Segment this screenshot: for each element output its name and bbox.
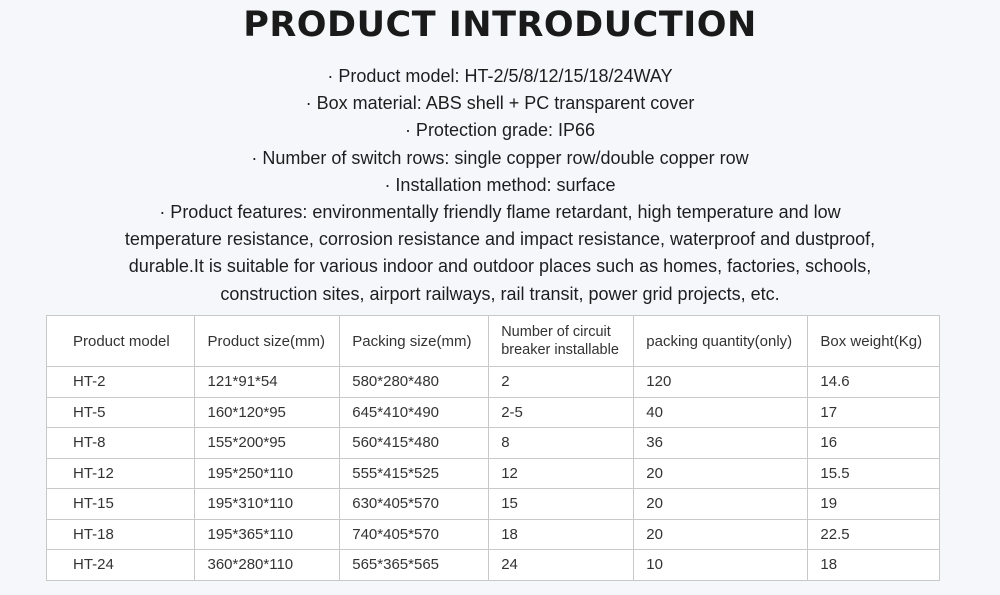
cell-box-weight: 16 <box>808 428 940 459</box>
table-row <box>47 397 940 428</box>
header-circuit-breaker-count <box>489 316 634 367</box>
spec-switch-rows: · Number of switch rows: single copper row/double copper row <box>251 147 749 168</box>
spec-product-features-line-3: durable.It is suitable for various indoor and outdoor places such as homes, factories, schools, <box>128 256 872 277</box>
table-row <box>47 458 940 489</box>
cell-packing-size: 630*405*570 <box>340 489 489 520</box>
table-row <box>47 428 940 459</box>
cell-box-weight: 19 <box>808 489 940 520</box>
product-spec-list <box>60 63 940 308</box>
spec-product-model: · Product model: HT-2/5/8/12/15/18/24WAY <box>327 66 673 86</box>
cell-packing-quantity: 36 <box>634 428 808 459</box>
cell-box-weight: 22.5 <box>808 519 940 550</box>
cell-product-size: 121*91*54 <box>195 367 340 398</box>
cell-packing-quantity: 10 <box>634 550 808 581</box>
cell-breaker-count: 18 <box>489 519 634 550</box>
cell-box-weight: 14.6 <box>808 367 940 398</box>
cell-packing-size: 565*365*565 <box>340 550 489 581</box>
cell-packing-quantity: 40 <box>634 397 808 428</box>
cell-model: HT-8 <box>47 428 195 459</box>
cell-packing-quantity: 20 <box>634 519 808 550</box>
page-title: PRODUCT INTRODUCTION <box>243 5 757 45</box>
cell-breaker-count: 12 <box>489 458 634 489</box>
cell-box-weight: 17 <box>808 397 940 428</box>
header-product-model: Product model <box>47 316 195 367</box>
cell-product-size: 360*280*110 <box>195 550 340 581</box>
cell-model: HT-5 <box>47 397 195 428</box>
cell-model: HT-15 <box>47 489 195 520</box>
cell-product-size: 195*250*110 <box>195 458 340 489</box>
spec-box-material: · Box material: ABS shell + PC transparent cover <box>305 93 695 114</box>
cell-product-size: 195*365*110 <box>195 519 340 550</box>
cell-model: HT-24 <box>47 550 195 581</box>
spec-product-features-line-4: construction sites, airport railways, rail transit, power grid projects, etc. <box>220 283 780 304</box>
cell-product-size: 155*200*95 <box>195 428 340 459</box>
spec-product-features-line-2: temperature resistance, corrosion resistance and impact resistance, waterproof and dustproof, <box>124 229 876 250</box>
table-row <box>47 489 940 520</box>
header-box-weight: Box weight(Kg) <box>808 316 940 367</box>
table-header-row <box>47 316 940 367</box>
cell-packing-size: 560*415*480 <box>340 428 489 459</box>
cell-packing-size: 580*280*480 <box>340 367 489 398</box>
cell-breaker-count: 8 <box>489 428 634 459</box>
cell-breaker-count: 2 <box>489 367 634 398</box>
cell-model: HT-2 <box>47 367 195 398</box>
cell-box-weight: 18 <box>808 550 940 581</box>
cell-packing-size: 645*410*490 <box>340 397 489 428</box>
cell-box-weight: 15.5 <box>808 458 940 489</box>
spec-installation-method: · Installation method: surface <box>384 174 616 195</box>
cell-packing-quantity: 20 <box>634 489 808 520</box>
cell-model: HT-18 <box>47 519 195 550</box>
cell-packing-size: 555*415*525 <box>340 458 489 489</box>
cell-model: HT-12 <box>47 458 195 489</box>
cell-breaker-count: 2-5 <box>489 397 634 428</box>
header-packing-size: Packing size(mm) <box>340 316 489 367</box>
table-row <box>47 550 940 581</box>
cell-breaker-count: 24 <box>489 550 634 581</box>
header-circuit-breaker-label: Number of circuit breaker installable <box>501 324 619 358</box>
header-product-size: Product size(mm) <box>195 316 340 367</box>
table-row <box>47 367 940 398</box>
product-spec-table <box>46 315 940 581</box>
cell-product-size: 160*120*95 <box>195 397 340 428</box>
table-row <box>47 519 940 550</box>
cell-packing-quantity: 20 <box>634 458 808 489</box>
cell-packing-quantity: 120 <box>634 367 808 398</box>
header-packing-quantity: packing quantity(only) <box>634 316 808 367</box>
cell-packing-size: 740*405*570 <box>340 519 489 550</box>
spec-product-features: · Product features: environmentally friendly flame retardant, high temperature and low <box>159 202 841 223</box>
cell-product-size: 195*310*110 <box>195 489 340 520</box>
spec-protection-grade: · Protection grade: IP66 <box>404 120 596 141</box>
cell-breaker-count: 15 <box>489 489 634 520</box>
